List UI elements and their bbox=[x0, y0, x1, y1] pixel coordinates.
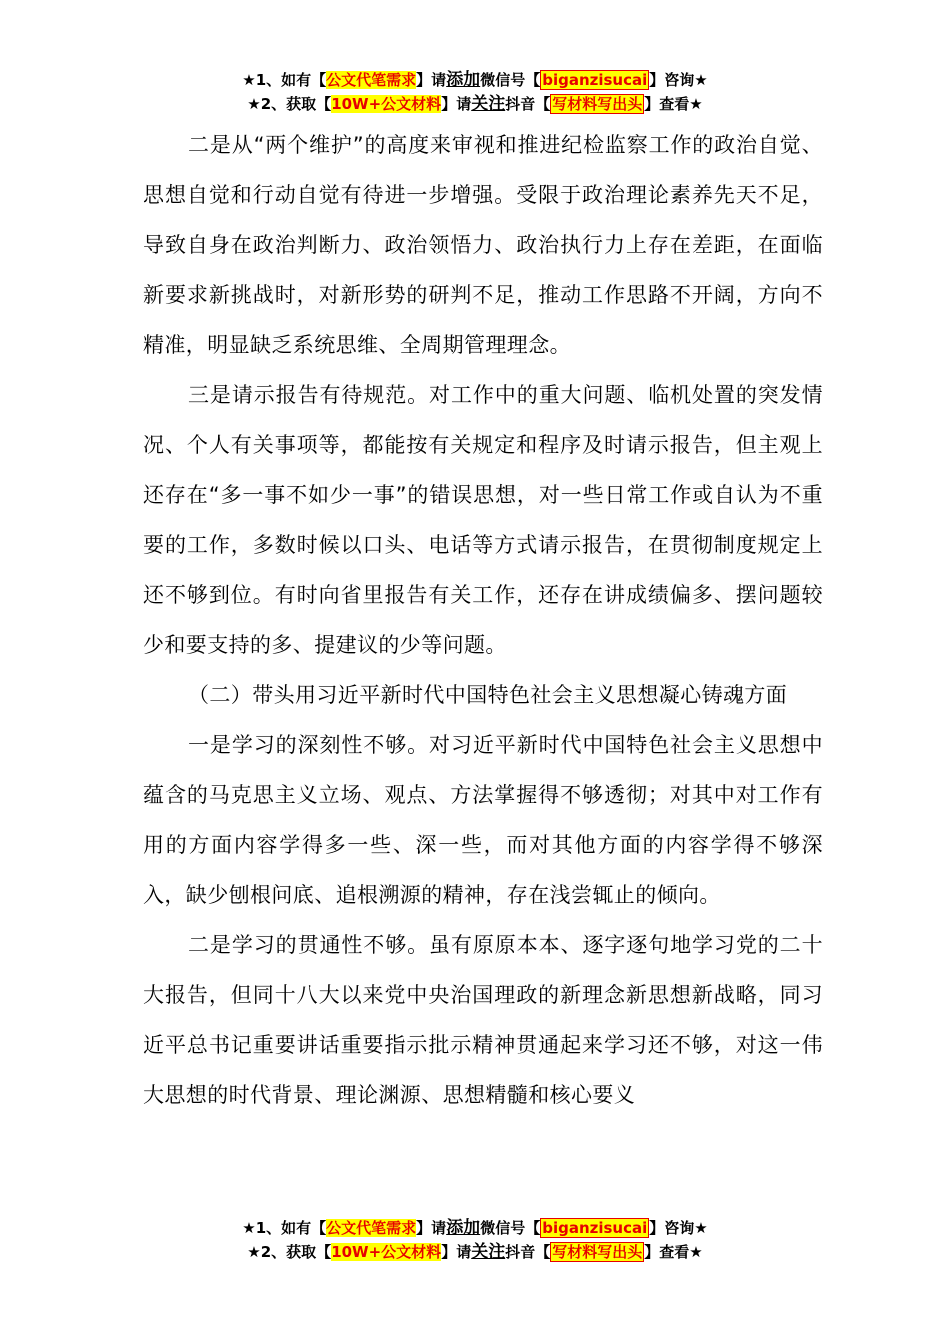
promo-text: 微信号【 bbox=[480, 1219, 541, 1237]
promo-line-2 bbox=[0, 1240, 950, 1264]
promo-text: 抖音【 bbox=[505, 1243, 551, 1261]
promo-text: 】请 bbox=[416, 1219, 447, 1237]
promo-text: 微信号【 bbox=[480, 71, 541, 89]
promo-underlined-word: 关注 bbox=[471, 1242, 506, 1262]
promo-text: 】咨询★ bbox=[649, 1219, 708, 1237]
promo-highlight-materials: 10W+公文材料 bbox=[331, 95, 442, 113]
promo-highlight-wechat-id: biganzisucai bbox=[542, 71, 648, 89]
paragraph-study-coherence: 二是学习的贯通性不够。虽有原原本本、逐字逐句地学习党的二十大报告，但同十八大以来党中央治国理政的新理念新思想新战略，同习近平总书记重要讲话重要指示批示精神贯通起来学习还不够，对这一伟大思想的时代背景、理论渊源、思想精髓和核心要义 bbox=[143, 933, 823, 1107]
promo-text: 】查看★ bbox=[644, 95, 703, 113]
promo-text: ★1、如有【 bbox=[242, 71, 327, 89]
promo-text: ★2、获取【 bbox=[247, 95, 332, 113]
promo-text: 】请 bbox=[416, 71, 447, 89]
promo-highlight-wechat-id: biganzisucai bbox=[542, 1219, 648, 1237]
paragraph-study-depth: 一是学习的深刻性不够。对习近平新时代中国特色社会主义思想中蕴含的马克思主义立场、观点、方法掌握得不够透彻；对其中对工作有用的方面内容学得多一些、深一些，而对其他方面的内容学得不够深入，缺少刨根问底、追根溯源的精神，存在浅尝辄止的倾向。 bbox=[143, 733, 823, 907]
bottom-promo-banner bbox=[0, 1216, 950, 1264]
section-heading-2: （二）带头用习近平新时代中国特色社会主义思想凝心铸魂方面 bbox=[188, 683, 788, 707]
promo-text: 】查看★ bbox=[644, 1243, 703, 1261]
promo-highlight-service: 公文代笔需求 bbox=[326, 71, 417, 89]
promo-highlight-materials: 10W+公文材料 bbox=[331, 1243, 442, 1261]
promo-text: 】请 bbox=[441, 95, 472, 113]
promo-line-1 bbox=[0, 68, 950, 92]
promo-highlight-douyin: 写材料写出头 bbox=[552, 95, 643, 113]
promo-line-1 bbox=[0, 1216, 950, 1240]
paragraph-political-awareness: 二是从“两个维护”的高度来审视和推进纪检监察工作的政治自觉、思想自觉和行动自觉有待进一步增强。受限于政治理论素养先天不足，导致自身在政治判断力、政治领悟力、政治执行力上存在差距，在面临新要求新挑战时，对新形势的研判不足，推动工作思路不开阔，方向不精准，明显缺乏系统思维、全周期管理理念。 bbox=[143, 133, 823, 357]
promo-text: 抖音【 bbox=[505, 95, 551, 113]
promo-text: ★1、如有【 bbox=[242, 1219, 327, 1237]
promo-line-2 bbox=[0, 92, 950, 116]
promo-underlined-word: 添加 bbox=[446, 1218, 481, 1238]
promo-text: ★2、获取【 bbox=[247, 1243, 332, 1261]
promo-highlight-service: 公文代笔需求 bbox=[326, 1219, 417, 1237]
top-promo-banner bbox=[0, 68, 950, 116]
promo-text: 】请 bbox=[441, 1243, 472, 1261]
document-body bbox=[143, 120, 823, 1120]
promo-underlined-word: 添加 bbox=[446, 70, 481, 90]
promo-underlined-word: 关注 bbox=[471, 94, 506, 114]
paragraph-reporting: 三是请示报告有待规范。对工作中的重大问题、临机处置的突发情况、个人有关事项等，都能按有关规定和程序及时请示报告，但主观上还存在“多一事不如少一事”的错误思想，对一些日常工作或自认为不重要的工作，多数时候以口头、电话等方式请示报告，在贯彻制度规定上还不够到位。有时向省里报告有关工作，还存在讲成绩偏多、摆问题较少和要支持的多、提建议的少等问题。 bbox=[143, 383, 823, 657]
promo-highlight-douyin: 写材料写出头 bbox=[552, 1243, 643, 1261]
promo-text: 】咨询★ bbox=[649, 71, 708, 89]
